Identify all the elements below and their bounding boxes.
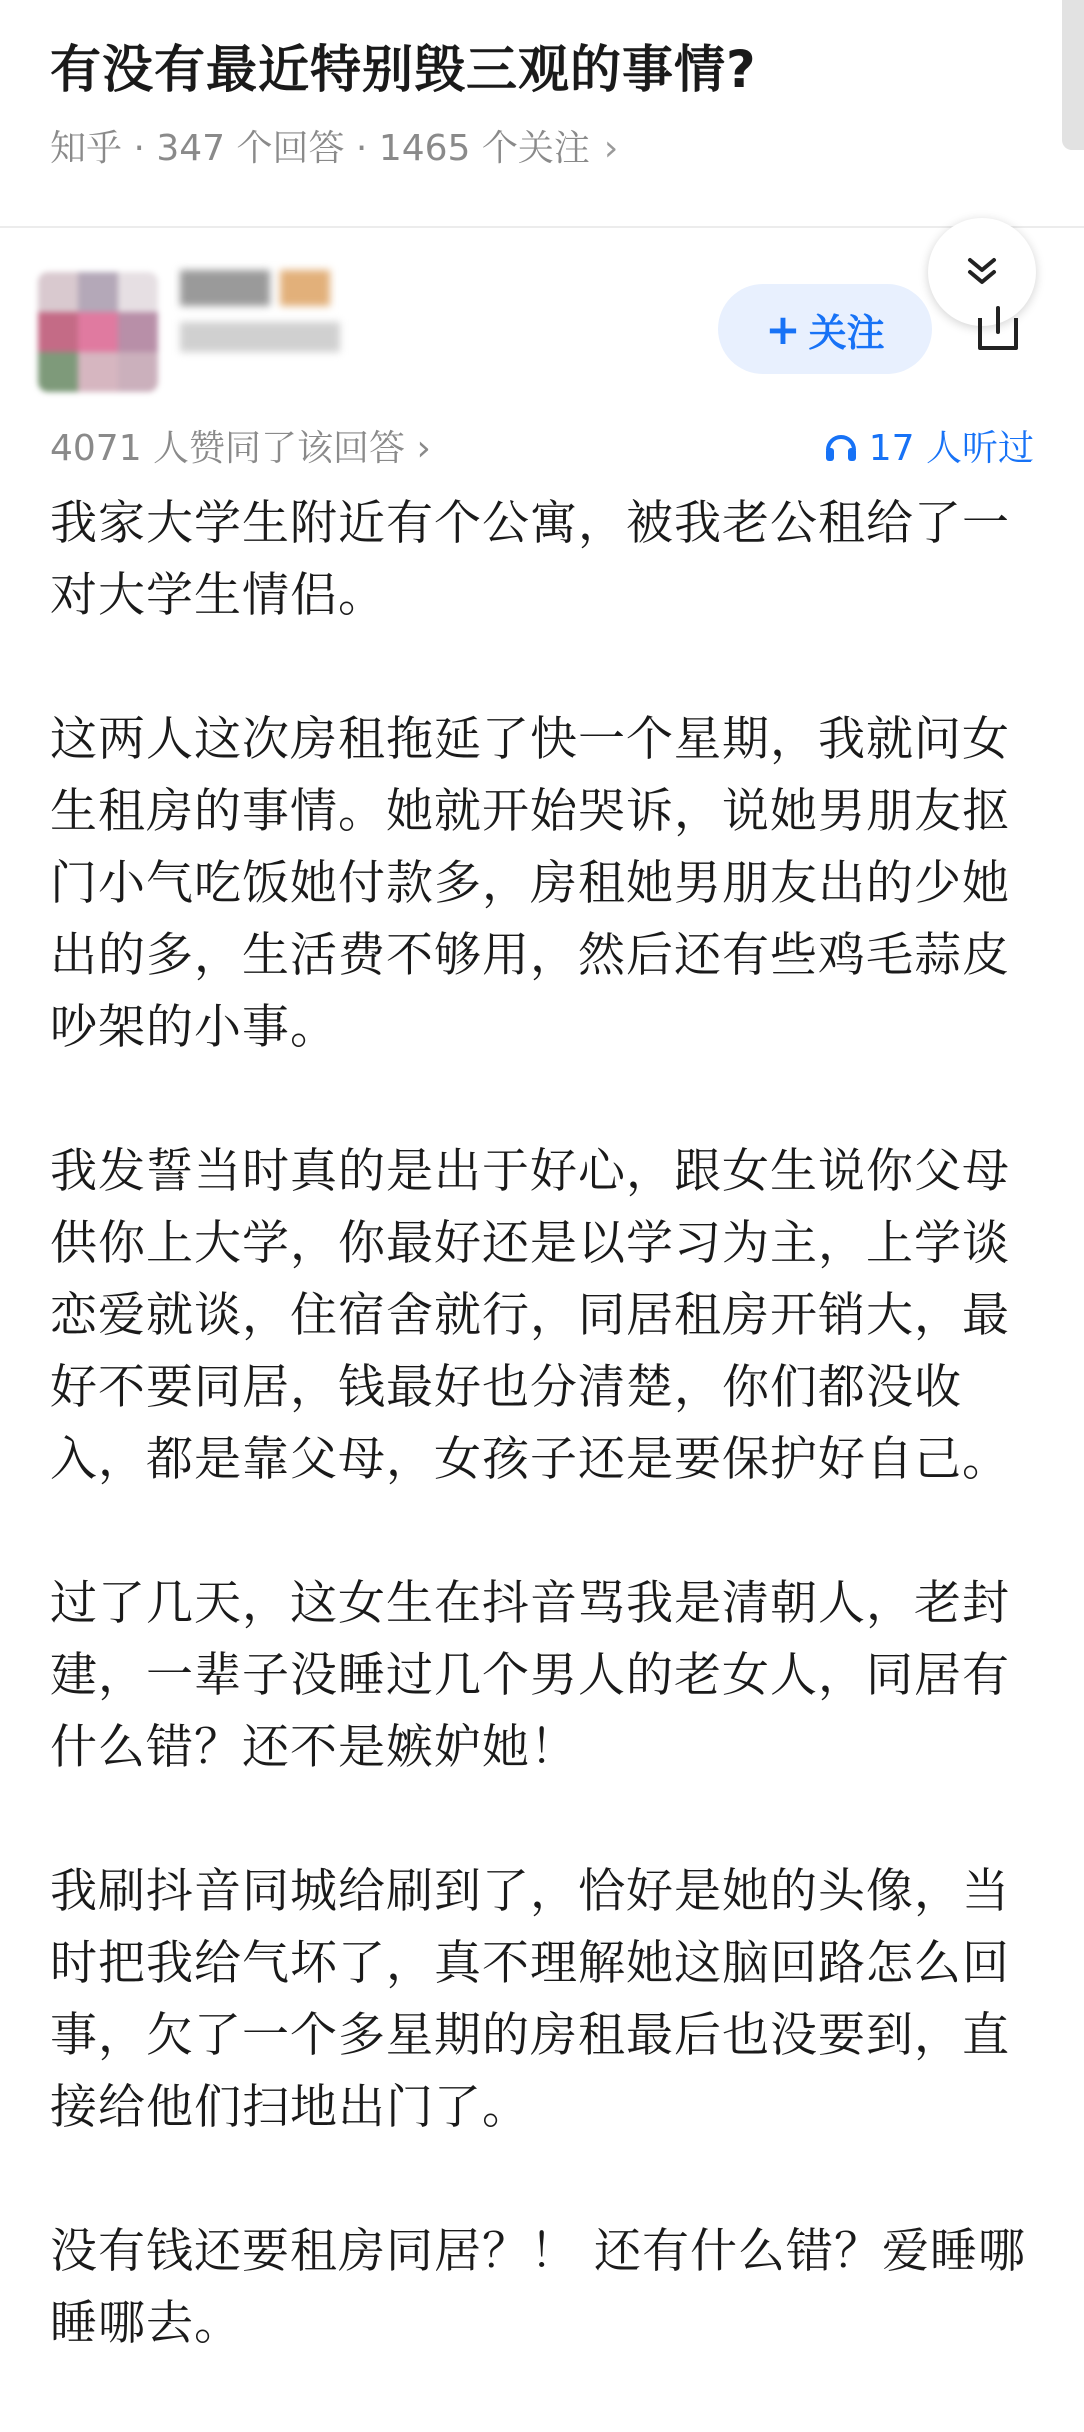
question-meta[interactable] (50, 120, 618, 171)
answer-paragraph: 这两人这次房租拖延了快一个星期，我就问女生租房的事情。她就开始哭诉，说她男朋友抠门小气吃饭她付款多，房租她男朋友出的少她出的多，生活费不够用，然后还有些鸡毛蒜皮吵架的小事。 (50, 712, 1010, 1055)
follow-label: 关注 (808, 310, 885, 355)
upvote-count[interactable]: 4071 人赞同了该回答 › (50, 428, 431, 469)
scrollbar-thumb[interactable] (1062, 0, 1084, 150)
avatar[interactable] (38, 272, 158, 392)
author-name-blurred[interactable] (180, 270, 340, 360)
share-icon[interactable] (970, 300, 1026, 356)
listen-count[interactable] (823, 420, 1034, 471)
listen-count-text: 17 人听过 (868, 428, 1034, 469)
plus-icon: + (765, 304, 801, 354)
answer-paragraph: 没有钱还要租房同居？！ 还有什么错？爱睡哪睡哪去。 (50, 2224, 1026, 2351)
question-meta-text: 知乎 · 347 个回答 · 1465 个关注 (50, 128, 590, 169)
follow-button[interactable] (718, 284, 932, 374)
answer-stats (0, 410, 1084, 480)
question-title[interactable]: 有没有最近特别毁三观的事情? (50, 41, 757, 100)
answer-paragraph: 过了几天，这女生在抖音骂我是清朝人，老封建，一辈子没睡过几个男人的老女人，同居有什么错？还不是嫉妒她！ (50, 1576, 1010, 1775)
chevron-right-icon: › (603, 128, 619, 169)
author-row (0, 232, 1084, 432)
answer-paragraph: 我发誓当时真的是出于好心，跟女生说你父母供你上大学，你最好还是以学习为主，上学谈恋爱就谈，住宿舍就行，同居租房开销大，最好不要同居，钱最好也分清楚，你们都没收入，都是靠父母，女孩子还是要保护好自己。 (50, 1144, 1010, 1487)
answer-paragraph: 我家大学生附近有个公寓，被我老公租给了一对大学生情侣。 (50, 496, 1010, 623)
headphones-icon (823, 428, 859, 464)
answer-content (50, 488, 1040, 2432)
answer-paragraph: 我刷抖音同城给刷到了，恰好是她的头像，当时把我给气坏了，真不理解她这脑回路怎么回事，欠了一个多星期的房租最后也没要到，直接给他们扫地出门了。 (50, 1864, 1010, 2135)
question-header (0, 0, 1084, 228)
